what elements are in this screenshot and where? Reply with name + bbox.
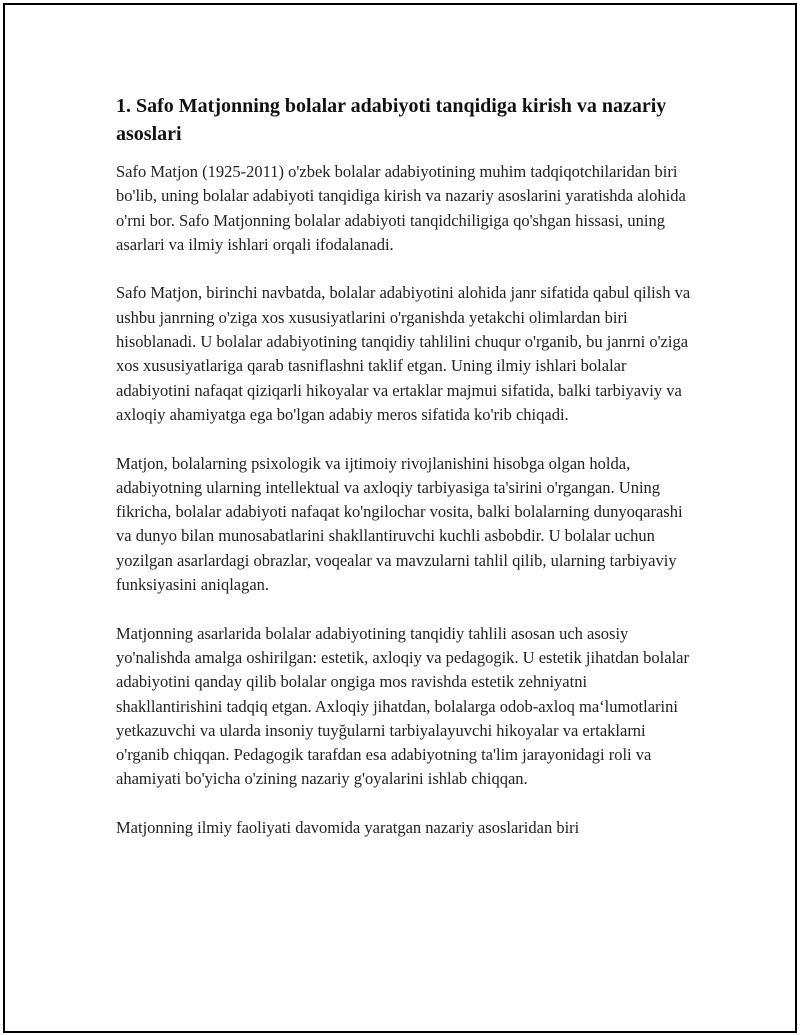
paragraph-3: Matjon, bolalarning psixologik va ijtimoiy rivojlanishini hisobga olgan holda, adabiyotning ularning intellektual va axloqiy tarbiyasiga ta'sirini o'rgangan. Uning fikricha, bolalar adabiyoti nafaqat ko'ngilochar vosita, balki bolalarning dunyoqarashi va dunyo bilan munosabatlarini shakllantiruvchi kuchli asbobdir. U bolalar uchun yozilgan asarlardagi obrazlar, voqealar va mavzularni tahlil qilib, ularning tarbiyaviy funksiyasini aniqlagan.	[116, 453, 683, 595]
document-body	[116, 92, 696, 865]
paragraph-1: Safo Matjon (1925-2011) o'zbek bolalar adabiyotining muhim tadqiqotchilaridan biri bo'lib, uning bolalar adabiyoti tanqidiga kirish va nazariy asoslarini yaratishda alohida o'rni bor. Safo Matjonning bolalar adabiyoti tanqidchiligiga qo'shgan hissasi, uning asarlari va ilmiy ishlari orqali ifodalanadi.	[116, 162, 686, 254]
paragraph-2: Safo Matjon, birinchi navbatda, bolalar adabiyotini alohida janr sifatida qabul qilish va ushbu janrning o'ziga xos xususiyatlarini o'rganishda yetakchi olimlardan biri hisoblanadi. U bolalar adabiyotining tanqidiy tahlilini chuqur o'rganib, bu janrni o'ziga xos xususiyatlariga qarab tasniflashni taklif etgan. Uning ilmiy ishlari bolalar adabiyotini nafaqat qiziqarli hikoyalar va ertaklar majmui sifatida, balki tarbiyaviy va axloqiy ahamiyatga ega bo'lgan adabiy meros sifatida ko'rib chiqadi.	[116, 283, 691, 424]
section-heading: 1. Safo Matjonning bolalar adabiyoti tanqidiga kirish va nazariy asoslari	[116, 95, 667, 145]
paragraph-4: Matjonning asarlarida bolalar adabiyotining tanqidiy tahlili asosan uch asosiy yo'nalishda amalga oshirilgan: estetik, axloqiy va pedagogik. U estetik jihatdan bolalar adabiyotini qanday qilib bolalar ongiga mos ravishda estetik zehniyatni shakllantirishini tadqiq etgan. Axloqiy jihatdan, bolalarga odob-axloq ma‘lumotlarini yetkazuvchi va ularda insoniy tuyğularni tarbiyalayuvchi hikoyalar va ertaklarni o'rganib chiqqan. Pedagogik tarafdan esa adabiyotning ta'lim jarayonidagi roli va ahamiyati bo'yicha o'zining nazariy g'oyalarini ishlab chiqqan.	[116, 623, 689, 789]
paragraph-5: Matjonning ilmiy faoliyati davomida yaratgan nazariy asoslaridan biri	[116, 818, 580, 838]
